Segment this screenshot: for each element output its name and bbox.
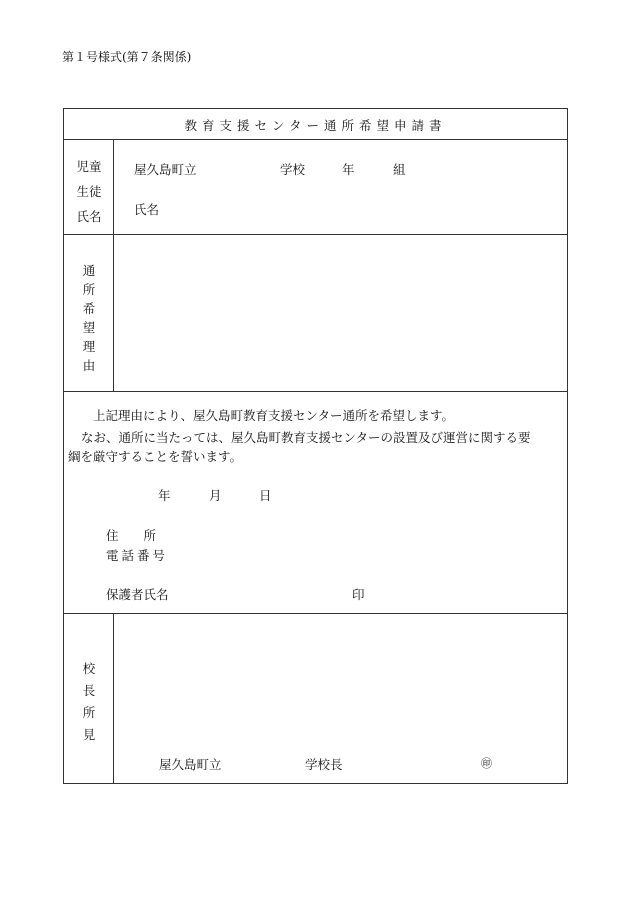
student-label-line-1: 児童: [76, 159, 102, 174]
reason-label-column: [64, 235, 114, 392]
date-month-label: 月: [209, 488, 222, 503]
student-label-line-2: 生徒: [76, 184, 102, 199]
principal-label-column: [64, 614, 114, 783]
class-label: 組: [393, 162, 406, 177]
pledge-line-2: なお、通所に当たっては、屋久島町教育支援センターの設置及び運営に関する要: [81, 430, 531, 445]
phone-label: 電話番号: [106, 548, 169, 563]
school-prefix: 屋久島町立: [134, 162, 197, 177]
principal-seal-mark: ㊞: [481, 757, 492, 770]
reason-label-char-2: 所: [82, 282, 96, 297]
principal-section: [63, 613, 568, 784]
title-row: [63, 108, 568, 140]
principal-school-prefix: 屋久島町立: [159, 757, 222, 772]
principal-title: 学校長: [305, 757, 343, 772]
form-title: 教育支援センター通所希望申請書: [184, 118, 447, 133]
form-number: 第１号様式(第７条関係): [62, 50, 192, 64]
principal-label-char-3: 所: [82, 705, 96, 720]
principal-label-char-4: 見: [82, 727, 96, 742]
reason-label-char-1: 通: [82, 263, 96, 278]
student-label-line-3: 氏名: [76, 209, 102, 224]
date-year-label: 年: [158, 488, 171, 503]
pledge-line-1: 上記理由により、屋久島町教育支援センター通所を希望します。: [93, 408, 455, 423]
student-section: [63, 139, 568, 235]
principal-label-char-1: 校: [82, 661, 96, 676]
reason-section: [63, 234, 568, 392]
student-name-label: 氏名: [134, 202, 160, 217]
address-label: 住 所: [106, 528, 157, 543]
pledge-section: [63, 391, 568, 614]
guardian-seal-mark: 印: [352, 587, 365, 602]
grade-label: 年: [342, 162, 355, 177]
guardian-name-label: 保護者氏名: [106, 587, 169, 602]
reason-label-char-5: 理: [82, 339, 96, 354]
reason-label-char-6: 由: [82, 358, 96, 373]
reason-label-char-3: 希: [82, 301, 96, 316]
date-day-label: 日: [259, 488, 272, 503]
school-label: 学校: [280, 162, 306, 177]
pledge-line-3: 綱を厳守することを誓います。: [68, 449, 243, 464]
reason-label-char-4: 望: [82, 320, 96, 335]
student-label-column: [64, 140, 114, 235]
principal-label-char-2: 長: [82, 683, 96, 698]
